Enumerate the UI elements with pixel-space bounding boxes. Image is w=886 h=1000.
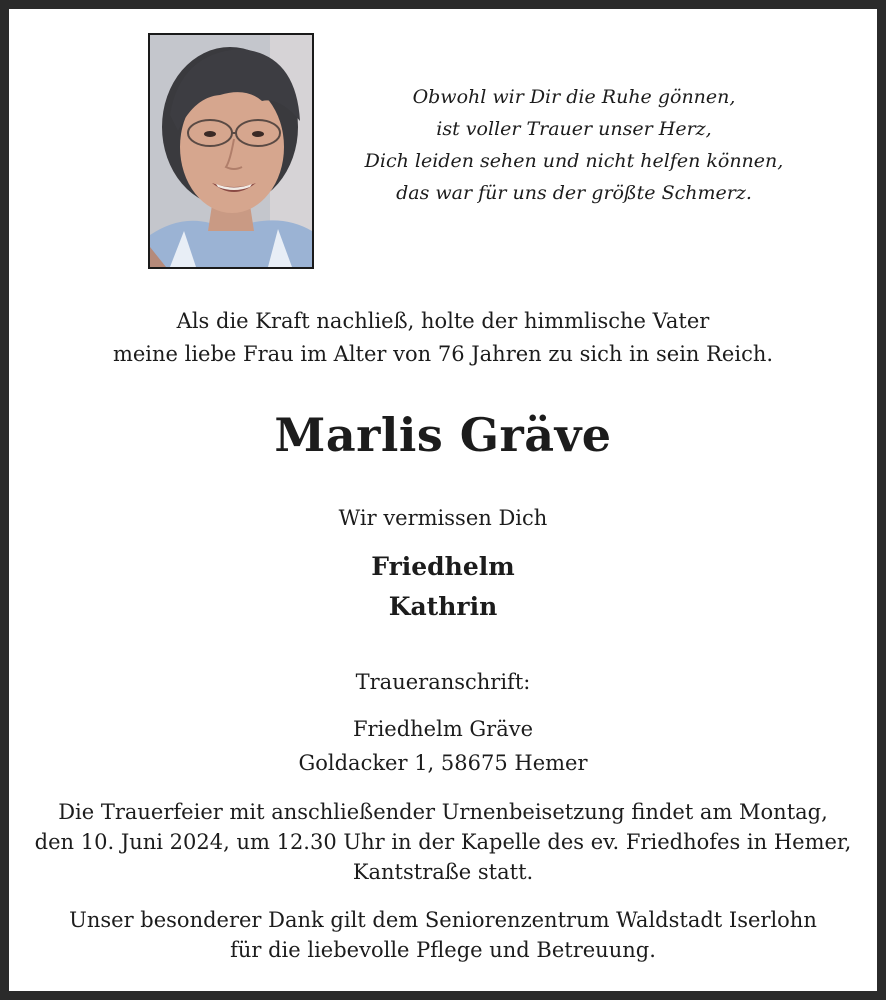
ceremony-line: Die Trauerfeier mit anschließender Urnenbeisetzung findet am Montag, (58, 800, 828, 824)
deceased-name: Marlis Gräve (274, 408, 612, 462)
thanks-text (9, 905, 877, 965)
ceremony-info (9, 797, 877, 887)
poem-line: ist voller Trauer unser Herz, (436, 118, 712, 140)
memorial-poem (349, 81, 799, 209)
address-label: Traueranschrift: (355, 670, 531, 694)
mourners-list (9, 547, 877, 627)
address-line: Friedhelm Gräve (352, 717, 534, 741)
ceremony-line: Kantstraße statt. (352, 860, 534, 884)
poem-line: Dich leiden sehen und nicht helfen können, (364, 150, 784, 172)
thanks-line: für die liebevolle Pflege und Betreuung. (230, 938, 656, 962)
ceremony-line: den 10. Juni 2024, um 12.30 Uhr in der Kapelle des ev. Friedhofes in Hemer, (34, 830, 852, 854)
mourner-name: Friedhelm (371, 552, 515, 581)
address-line: Goldacker 1, 58675 Hemer (298, 751, 588, 775)
thanks-line: Unser besonderer Dank gilt dem Seniorenzentrum Waldstadt Iserlohn (69, 908, 817, 932)
mourning-address (9, 712, 877, 780)
portrait-illustration (150, 35, 312, 267)
poem-line: das war für uns der größte Schmerz. (396, 182, 752, 204)
intro-line: Als die Kraft nachließ, holte der himmlische Vater (176, 309, 710, 333)
portrait-photo (148, 33, 314, 269)
intro-line: meine liebe Frau im Alter von 76 Jahren zu sich in sein Reich. (112, 342, 774, 366)
obituary-notice (9, 9, 877, 991)
poem-line: Obwohl wir Dir die Ruhe gönnen, (412, 86, 736, 108)
miss-text: Wir vermissen Dich (338, 506, 548, 530)
intro-text (9, 305, 877, 371)
mourner-name: Kathrin (388, 592, 498, 621)
